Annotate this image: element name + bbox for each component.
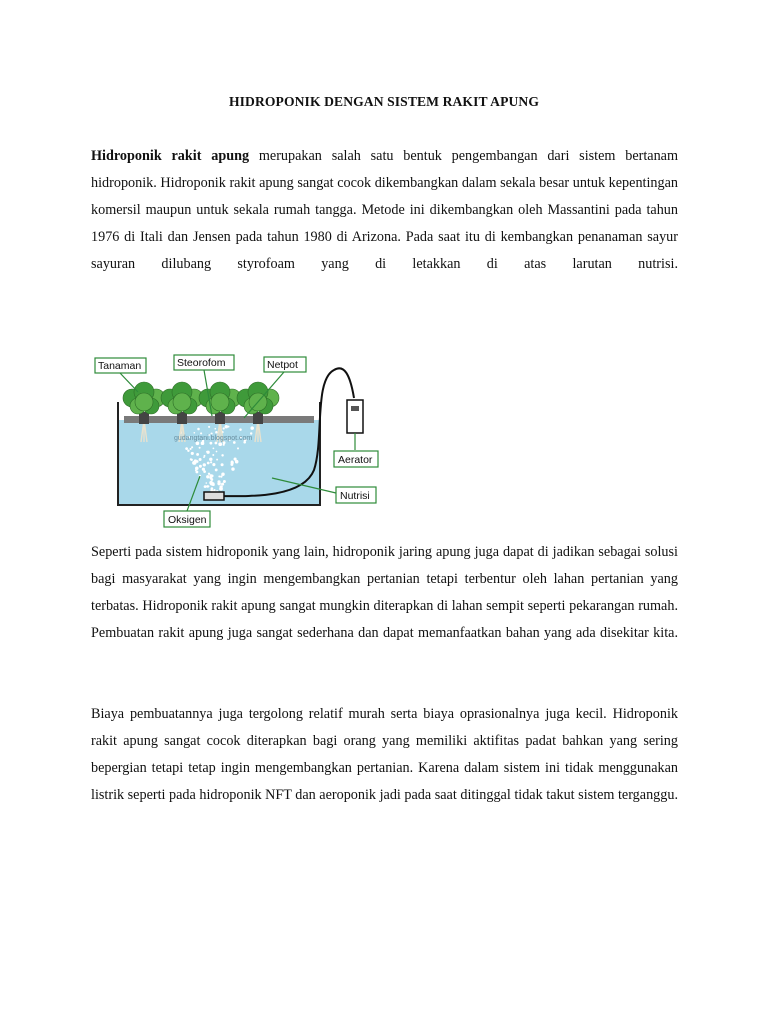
lead-term: Hidroponik rakit apung <box>91 148 250 164</box>
oxygen-bubble <box>206 451 208 453</box>
paragraph-intro <box>91 143 678 278</box>
oxygen-bubble <box>228 426 230 428</box>
oxygen-bubble <box>206 482 208 484</box>
label-netpot-text: Netpot <box>267 359 298 371</box>
oxygen-bubble <box>213 448 215 450</box>
oxygen-bubble <box>212 463 215 466</box>
oxygen-bubble <box>208 485 210 487</box>
oxygen-bubble <box>212 454 214 456</box>
oxygen-bubble <box>195 469 197 471</box>
hydroponic-diagram <box>92 350 392 530</box>
oxygen-bubble <box>209 481 213 485</box>
aerator-detail <box>351 406 359 411</box>
aerator-device <box>347 400 363 433</box>
oxygen-bubble <box>208 426 210 428</box>
oxygen-bubble <box>215 468 218 471</box>
oxygen-bubble <box>216 451 218 453</box>
oxygen-bubble <box>199 447 201 449</box>
oxygen-bubble <box>216 459 218 461</box>
oxygen-bubble <box>215 442 218 445</box>
oxygen-bubble <box>210 476 212 478</box>
oxygen-bubble <box>187 450 189 452</box>
oxygen-bubble <box>210 461 212 463</box>
oxygen-bubble <box>203 463 206 466</box>
diagram-svg <box>92 350 392 530</box>
paragraph-costs: Biaya pembuatannya juga tergolong relatif murah serta biaya oprasionalnya juga kecil. Hidroponik rakit apung sangat cocok diterapkan bagi orang yang memiliki aktifitas padat bahkan yang sering bepergian tetapi tetap ingin mengembangkan pertanian. Karena dalam sistem ini tidak menggunakan listrik seperti pada hidroponik NFT dan aeroponik jadi pada saat ditinggal tidak takut sistem terganggu. <box>91 706 678 803</box>
oxygen-bubble <box>215 431 218 434</box>
oxygen-bubble <box>211 487 214 490</box>
oxygen-bubble <box>235 460 239 464</box>
paragraph-intro-text: merupakan salah satu bentuk pengembangan dari sistem bertanam hidroponik. Hidroponik rakit apung sangat cocok dikembangkan dalam sekala besar untuk kepentingan komersil maupun untuk sekala rumah tangga. Metode ini dikembangkan oleh Massantini pada tahun 1976 di Itali dan Jensen pada tahun 1980 di Arizona. Pada saat itu di kembangkan penanaman sayur sayuran dilubang styrofoam yang di letakkan di atas larutan nutrisi. <box>91 148 679 272</box>
oxygen-bubble <box>223 427 225 429</box>
oxygen-bubble <box>237 447 239 449</box>
oxygen-bubble <box>199 458 202 461</box>
oxygen-bubble <box>220 475 222 477</box>
oxygen-bubble <box>230 463 233 466</box>
oxygen-bubble <box>206 475 209 478</box>
label-aerator <box>334 451 378 467</box>
document-title: HIDROPONIK DENGAN SISTEM RAKIT APUNG <box>228 94 539 109</box>
oxygen-bubble <box>221 463 224 466</box>
oxygen-bubble <box>191 459 193 461</box>
oxygen-bubble <box>193 432 195 434</box>
oxygen-bubble <box>208 473 210 475</box>
oxygen-bubble <box>218 442 222 446</box>
oxygen-bubble <box>191 446 193 448</box>
oxygen-bubble <box>221 472 224 475</box>
oxygen-bubble <box>223 444 225 446</box>
paragraph-benefits: Seperti pada sistem hidroponik yang lain, hidroponik jaring apung juga dapat di jadikan sebagai solusi bagi masyarakat yang ingin mengembangkan pertanian tetapi terbentur oleh lahan pertanian yang terbatas. Hidroponik rakit apung sangat mungkin diterapkan di lahan sempit seperti pekarangan rumah. Pembuatan rakit apung juga sangat sederhana dan dapat memanfaatkan bahan yang ada disekitar kita. <box>91 544 678 641</box>
oxygen-bubble <box>203 456 205 458</box>
oxygen-bubble <box>221 454 223 456</box>
oxygen-bubble <box>218 476 220 478</box>
oxygen-bubble <box>223 480 226 483</box>
air-stone <box>204 492 224 500</box>
label-oksigen-text: Oksigen <box>168 514 207 526</box>
oxygen-bubble <box>231 467 234 470</box>
oxygen-bubble <box>191 452 194 455</box>
oxygen-bubble <box>196 441 200 445</box>
oxygen-bubble <box>217 482 220 485</box>
oxygen-bubble <box>196 460 199 463</box>
oxygen-bubble <box>214 428 216 430</box>
oxygen-bubble <box>209 458 212 461</box>
oxygen-bubble <box>250 426 254 430</box>
oxygen-bubble <box>185 447 188 450</box>
oxygen-bubble <box>196 453 199 456</box>
oxygen-bubble <box>207 462 210 465</box>
oxygen-bubble <box>239 428 242 431</box>
oxygen-bubble <box>199 465 202 468</box>
oxygen-bubble <box>192 461 196 465</box>
label-nutrisi-text: Nutrisi <box>340 490 370 502</box>
oxygen-bubble <box>210 474 213 477</box>
oxygen-bubble <box>221 486 223 488</box>
oxygen-bubble <box>190 448 192 450</box>
diagram-watermark: gudangtani.blogspot.com <box>174 435 253 442</box>
label-steorofom-text: Steorofom <box>177 357 226 369</box>
oxygen-bubble <box>197 428 200 431</box>
oxygen-bubble <box>225 425 228 428</box>
label-aerator-text: Aerator <box>338 454 373 466</box>
label-tanaman-text: Tanaman <box>98 360 142 372</box>
oxygen-bubble <box>221 483 224 486</box>
oxygen-bubble <box>209 442 212 445</box>
oxygen-bubble <box>203 470 206 473</box>
